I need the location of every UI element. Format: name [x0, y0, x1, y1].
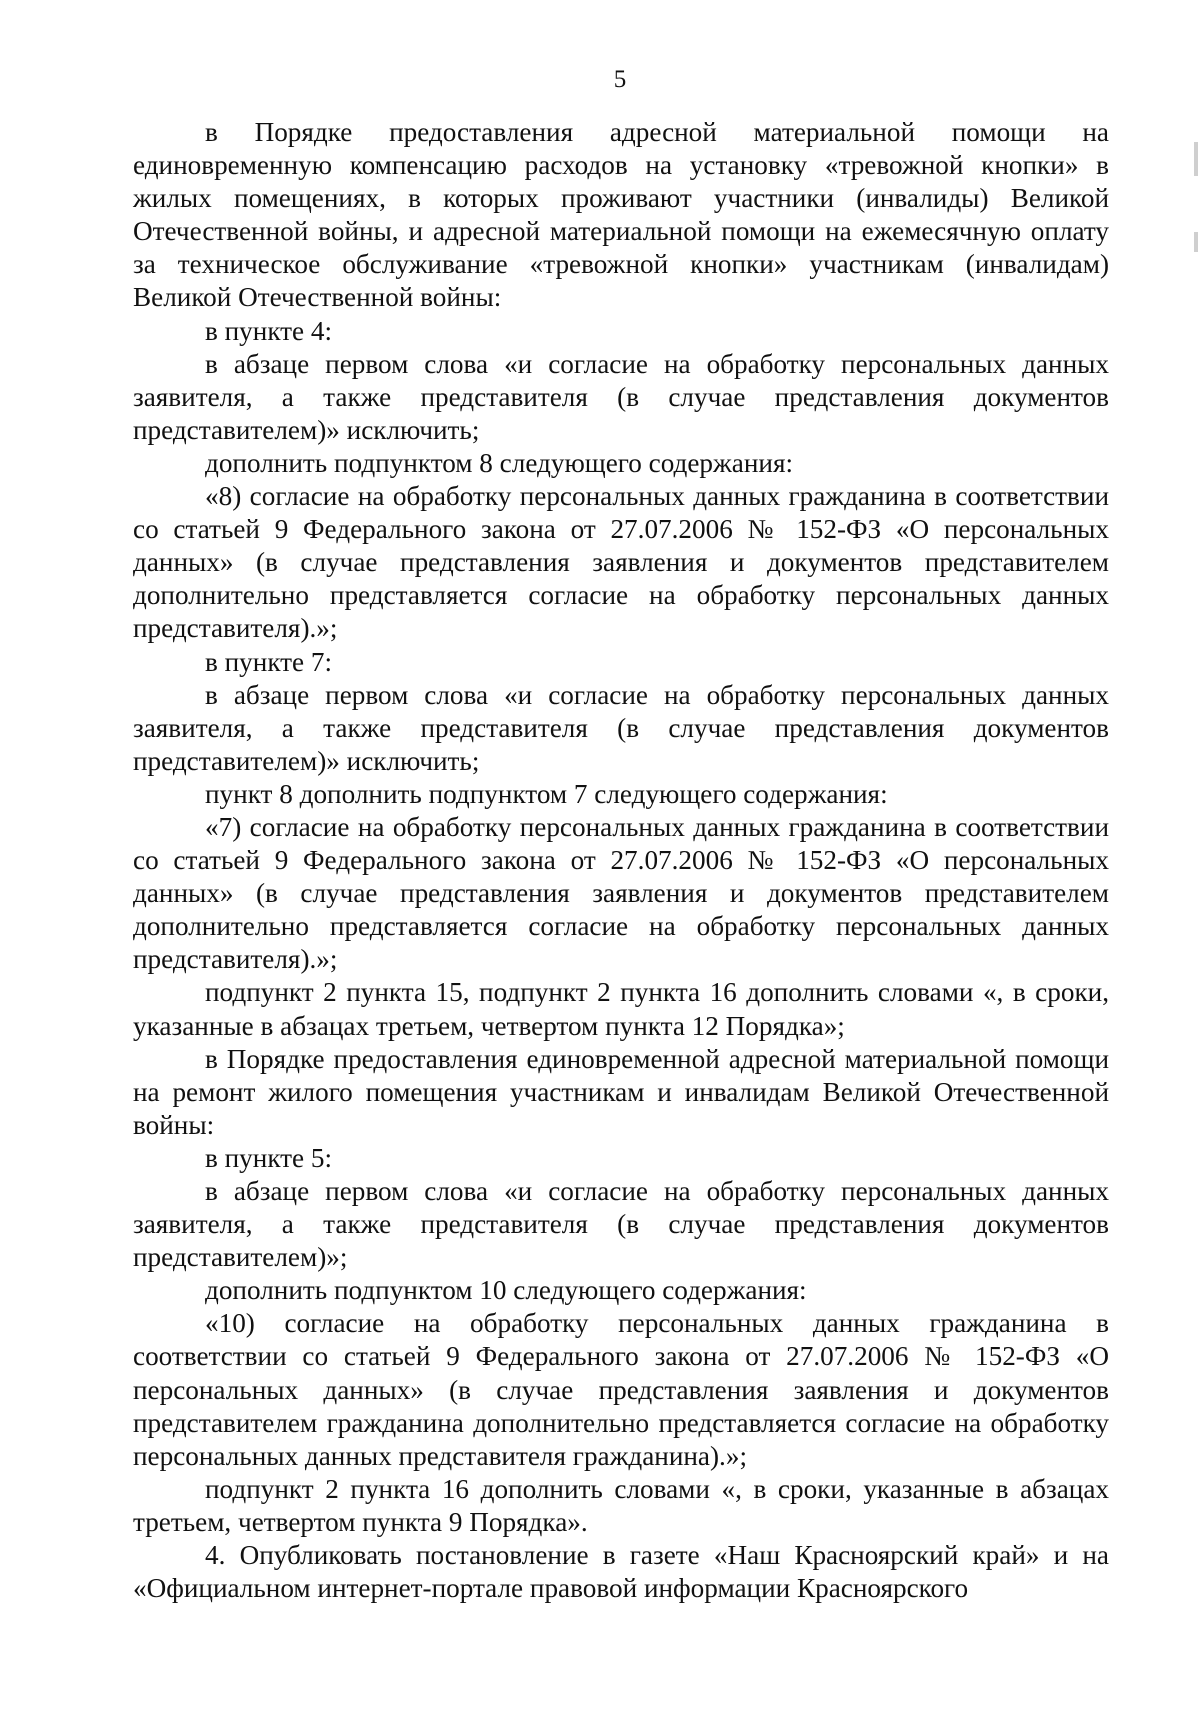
paragraph: в Порядке предоставления единовременной адресной материальной помощи на ремонт жилого помещения участникам и инвалидам Великой Отечественной войны: — [133, 1043, 1109, 1140]
paragraph: подпункт 2 пункта 15, подпункт 2 пункта 16 дополнить словами «, в сроки, указанные в абзацах третьем, четвертом пункта 12 Порядка»; — [133, 977, 1109, 1041]
paragraph: в абзаце первом слова «и согласие на обработку персональных данных заявителя, а также представителя (в случае представления документов представителем)» исключить; — [133, 679, 1109, 776]
scan-edge-mark — [1194, 232, 1198, 252]
scan-edge-mark — [1194, 142, 1198, 176]
paragraph: «10) согласие на обработку персональных данных гражданина в соответствии со статьей 9 Федерального закона от 27.07.2006 № 152-ФЗ «О персональных данных» (в случае представления заявления и документов представителем гражданина дополнительно представляется согласие на обработку персональных данных представителя гражданина).»; — [133, 1308, 1109, 1471]
paragraph: пункт 8 дополнить подпунктом 7 следующего содержания: — [205, 778, 888, 809]
paragraph: дополнить подпунктом 8 следующего содержания: — [205, 447, 794, 478]
paragraph: в пункте 7: — [205, 646, 333, 677]
paragraph: «7) согласие на обработку персональных данных гражданина в соответствии со статьей 9 Федерального закона от 27.07.2006 № 152-ФЗ «О персональных данных» (в случае представления заявления и документов представителем дополнительно представляется согласие на обработку персональных данных представителя).»; — [133, 811, 1109, 975]
document-body — [133, 116, 1109, 1605]
paragraph: дополнить подпунктом 10 следующего содержания: — [205, 1275, 807, 1306]
paragraph: в пункте 5: — [205, 1142, 333, 1173]
page-number: 5 — [613, 66, 627, 93]
paragraph: «8) согласие на обработку персональных данных гражданина в соответствии со статьей 9 Федерального закона от 27.07.2006 № 152-ФЗ «О персональных данных» (в случае представления заявления и документов представителем дополнительно представляется согласие на обработку персональных данных представителя).»; — [133, 481, 1109, 644]
paragraph: 4. Опубликовать постановление в газете «Наш Красноярский край» и на «Официальном интернет-портале правовой информации Красноярского — [133, 1540, 1109, 1604]
paragraph: в пункте 4: — [205, 315, 333, 346]
paragraph: подпункт 2 пункта 16 дополнить словами «, в сроки, указанные в абзацах третьем, четвертом пункта 9 Порядка». — [133, 1473, 1109, 1537]
paragraph: в Порядке предоставления адресной материальной помощи на единовременную компенсацию расходов на установку «тревожной кнопки» в жилых помещениях, в которых проживают участники (инвалиды) Великой Отечественной войны, и адресной материальной помощи на ежемесячную оплату за техническое обслуживание «тревожной кнопки» участникам (инвалидам) Великой Отечественной войны: — [133, 117, 1109, 313]
paragraph: в абзаце первом слова «и согласие на обработку персональных данных заявителя, а также представителя (в случае представления документов представителем)» исключить; — [133, 348, 1109, 445]
paragraph: в абзаце первом слова «и согласие на обработку персональных данных заявителя, а также представителя (в случае представления документов представителем)»; — [133, 1176, 1109, 1273]
